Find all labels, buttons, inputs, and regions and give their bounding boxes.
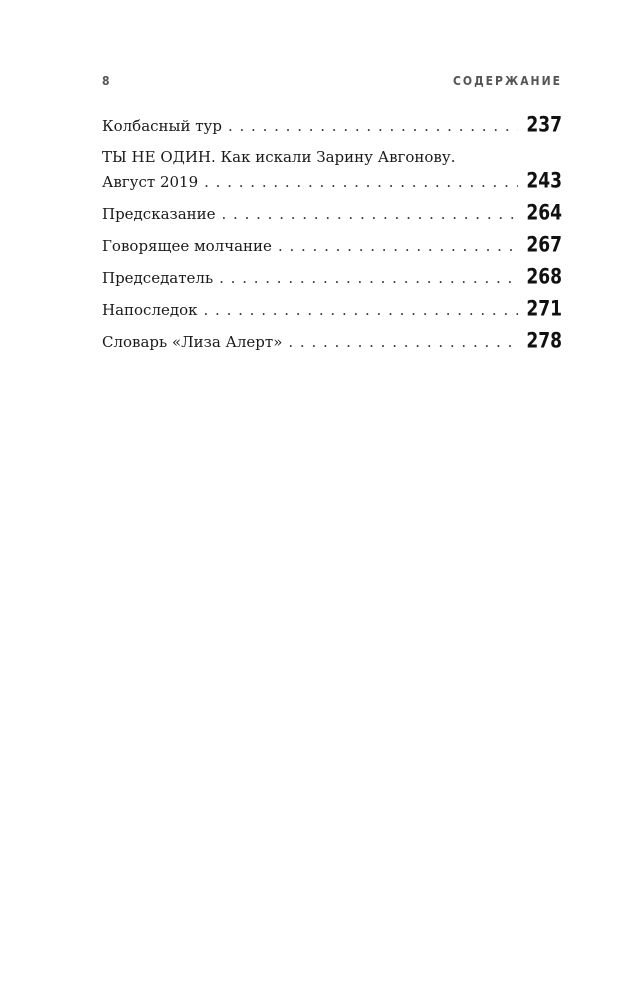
toc-entry[interactable] <box>102 264 562 290</box>
toc-entry[interactable] <box>102 147 562 192</box>
toc-entry-page: 278 <box>526 328 562 354</box>
toc-entry-title: Напоследок <box>102 301 198 319</box>
toc-entry[interactable] <box>102 200 562 226</box>
running-head <box>102 74 562 94</box>
toc-entry-title-line1: ТЫ НЕ ОДИН. Как искали Зарину Авгонову. <box>102 148 456 166</box>
section-title: СОДЕРЖАНИЕ <box>452 74 562 88</box>
toc-entry-page: 243 <box>526 168 562 194</box>
toc-entry-title: Словарь «Лиза Алерт» <box>102 333 283 351</box>
dot-leader <box>222 204 519 224</box>
toc-entry-title: Председатель <box>102 269 214 287</box>
dot-leader <box>288 332 518 352</box>
toc-entry-title: Колбасный тур <box>102 117 222 135</box>
page-number: 8 <box>102 74 112 88</box>
toc-entry-page: 237 <box>526 112 562 138</box>
dot-leader <box>219 268 518 288</box>
dot-leader <box>228 116 518 136</box>
toc-entry[interactable] <box>102 328 562 354</box>
toc-entry-page: 264 <box>526 200 562 226</box>
toc-entry-page: 267 <box>526 232 562 258</box>
toc-entry-page: 271 <box>526 296 562 322</box>
dot-leader <box>278 236 518 256</box>
dot-leader <box>204 172 518 192</box>
toc-entry-title: Август 2019 <box>102 173 199 191</box>
toc-entry[interactable] <box>102 232 562 258</box>
table-of-contents <box>102 112 562 363</box>
toc-entry[interactable] <box>102 112 562 138</box>
toc-entry-title: Говорящее молчание <box>102 237 272 255</box>
toc-entry-page: 268 <box>526 264 562 290</box>
dot-leader <box>204 300 519 320</box>
toc-entry[interactable] <box>102 296 562 322</box>
toc-entry-title: Предсказание <box>102 205 216 223</box>
